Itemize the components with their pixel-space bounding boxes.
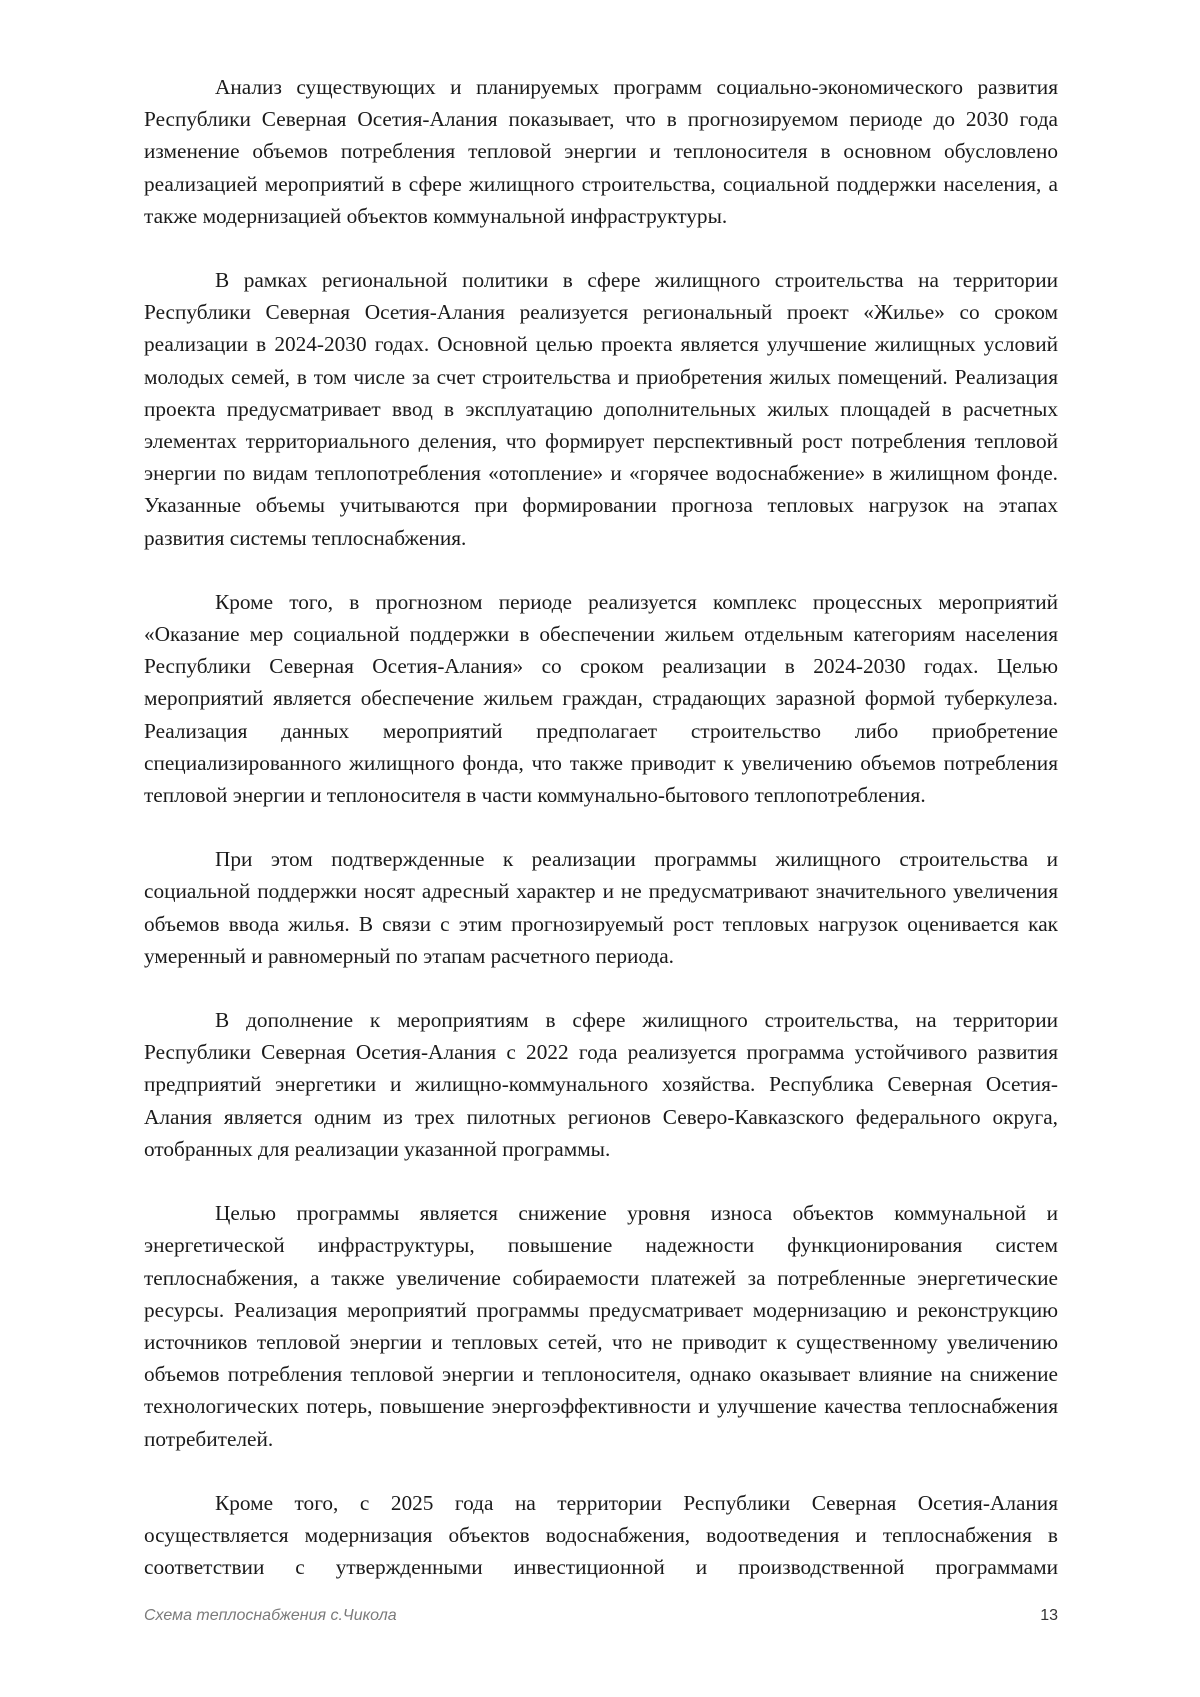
page-number: 13: [1040, 1607, 1058, 1624]
paragraph-moderate-growth: При этом подтвержденные к реализации программы жилищного строительства и социальной поддержки носят адресный характер и не предусматривают значительного увеличения объемов ввода жилья. В связи с этим прогнозируемый рост тепловых нагрузок оценивается как умеренный и равномерный по этапам расчетного периода.: [144, 847, 1058, 968]
footer-document-title: Схема теплоснабжения с.Чикола: [144, 1607, 397, 1624]
paragraph-program-goal: Целью программы является снижение уровня износа объектов коммунальной и энергетической инфраструктуры, повышение надежности функционирования систем теплоснабжения, а также увеличение собираемости платежей за потребленные энергетические ресурсы. Реализация мероприятий программы предусматривает модернизацию и реконструкцию источников тепловой энергии и тепловых сетей, что не приводит к существенному увеличению объемов потребления тепловой энергии и теплоносителя, однако оказывает влияние на снижение технологических потерь, повышение энергоэффективности и улучшение качества теплоснабжения потребителей.: [144, 1201, 1058, 1451]
paragraph-regional-project: В рамках региональной политики в сфере жилищного строительства на территории Республики Северная Осетия-Алания реализуется региональный проект «Жилье» со сроком реализации в 2024-2030 годах. Основной целью проекта является улучшение жилищных условий молодых семей, в том числе за счет строительства и приобретения жилых помещений. Реализация проекта предусматривает ввод в эксплуатацию дополнительных жилых площадей в расчетных элементах территориального деления, что формирует перспективный рост потребления тепловой энергии по видам теплопотребления «отопление» и «горячее водоснабжение» в жилищном фонде. Указанные объемы учитываются при формировании прогноза тепловых нагрузок на этапах развития системы теплоснабжения.: [144, 268, 1058, 550]
document-body: [144, 71, 1058, 1583]
paragraph-analysis: Анализ существующих и планируемых программ социально-экономического развития Республики Северная Осетия-Алания показывает, что в прогнозируемом периоде до 2030 года изменение объемов потребления тепловой энергии и теплоносителя в основном обусловлено реализацией мероприятий в сфере жилищного строительства, социальной поддержки населения, а также модернизацией объектов коммунальной инфраструктуры.: [144, 75, 1058, 228]
paragraph-sustainable-program: В дополнение к мероприятиям в сфере жилищного строительства, на территории Республики Северная Осетия-Алания с 2022 года реализуется программа устойчивого развития предприятий энергетики и жилищно-коммунального хозяйства. Республика Северная Осетия-Алания является одним из трех пилотных регионов Северо-Кавказского федерального округа, отобранных для реализации указанной программы.: [144, 1008, 1058, 1161]
page-footer: [144, 1607, 1058, 1631]
paragraph-modernization: Кроме того, с 2025 года на территории Республики Северная Осетия-Алания осуществляется модернизация объектов водоснабжения, водоотведения и теплоснабжения в соответствии с утвержденными инвестиционной и производственной программами: [144, 1490, 1058, 1580]
paragraph-social-support: Кроме того, в прогнозном периоде реализуется комплекс процессных мероприятий «Оказание мер социальной поддержки в обеспечении жильем отдельным категориям населения Республики Северная Осетия-Алания» со сроком реализации в 2024-2030 годах. Целью мероприятий является обеспечение жильем граждан, страдающих заразной формой туберкулеза. Реализация данных мероприятий предполагает строительство либо приобретение специализированного жилищного фонда, что также приводит к увеличению объемов потребления тепловой энергии и теплоносителя в части коммунально-бытового теплопотребления.: [144, 589, 1058, 808]
